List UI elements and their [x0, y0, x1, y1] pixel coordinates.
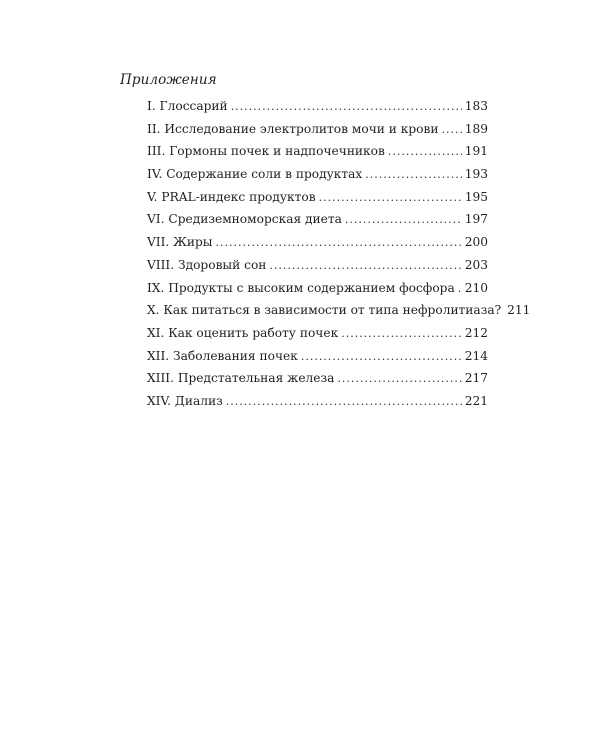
toc-entry-label: II. Исследование электролитов мочи и крови: [147, 121, 439, 136]
toc-entry-mediterranean-diet[interactable]: [147, 208, 488, 231]
toc-entry-page: 183: [464, 99, 488, 113]
dot-leader: [319, 187, 462, 210]
dot-leader: [365, 164, 461, 187]
dot-leader: [226, 391, 462, 414]
toc-entry-page: 211: [507, 303, 531, 318]
toc-entry-salt[interactable]: [147, 163, 488, 186]
dot-leader: [441, 119, 461, 142]
toc-entry-page: 193: [464, 167, 488, 182]
table-of-contents: [147, 95, 531, 413]
toc-entry-page: 212: [464, 325, 488, 340]
toc-entry-glossary[interactable]: [147, 95, 488, 118]
section-title: Приложения: [120, 72, 217, 88]
toc-entry-label: XII. Заболевания почек: [147, 348, 298, 363]
dot-leader: [345, 209, 462, 232]
toc-entry-healthy-sleep[interactable]: [147, 254, 488, 277]
toc-entry-pral[interactable]: [147, 186, 488, 209]
toc-entry-page: 197: [464, 212, 488, 227]
toc-entry-label: XIII. Предстательная железа: [147, 371, 335, 386]
toc-entry-label: VI. Средиземноморская диета: [147, 212, 342, 227]
dot-leader: [341, 323, 462, 346]
dot-leader: [269, 255, 461, 278]
dot-leader: [216, 232, 462, 255]
toc-entry-label: IV. Содержание соли в продуктах: [147, 167, 363, 182]
toc-entry-page: 214: [464, 348, 488, 363]
dot-leader: [301, 346, 462, 369]
toc-entry-prostate[interactable]: [147, 367, 488, 390]
toc-entry-label: III. Гормоны почек и надпочечников: [147, 144, 385, 159]
toc-entry-label: XI. Как оценить работу почек: [147, 325, 339, 340]
toc-entry-phosphorus-foods[interactable]: [147, 277, 488, 300]
dot-leader: [388, 141, 462, 164]
toc-entry-page: 217: [464, 371, 488, 386]
toc-entry-page: 203: [464, 257, 488, 272]
dot-leader: [231, 96, 462, 119]
toc-entry-label: IX. Продукты с высоким содержанием фосфора: [147, 280, 455, 295]
toc-entry-dialysis[interactable]: [147, 390, 488, 413]
dot-leader: [458, 278, 462, 301]
toc-entry-kidney-diseases[interactable]: [147, 345, 488, 368]
toc-entry-label: X. Как питаться в зависимости от типа нефролитиаза?: [147, 303, 502, 318]
toc-entry-page: 200: [464, 235, 488, 250]
toc-entry-electrolytes[interactable]: [147, 118, 488, 141]
toc-entry-label: I. Глоссарий: [147, 99, 228, 113]
toc-entry-hormones[interactable]: [147, 140, 488, 163]
toc-entry-label: VII. Жиры: [147, 235, 213, 250]
dot-leader: [337, 368, 461, 391]
toc-entry-kidney-function[interactable]: [147, 322, 488, 345]
toc-entry-label: XIV. Диализ: [147, 393, 223, 408]
toc-entry-page: 210: [464, 280, 488, 295]
toc-entry-page: 191: [464, 144, 488, 159]
toc-entry-nephrolithiasis-diet[interactable]: [147, 299, 531, 322]
toc-entry-page: 195: [464, 189, 488, 204]
toc-entry-label: V. PRAL-индекс продуктов: [147, 189, 316, 204]
toc-entry-page: 189: [464, 121, 488, 136]
toc-entry-page: 221: [464, 393, 488, 408]
toc-entry-fats[interactable]: [147, 231, 488, 254]
toc-entry-label: VIII. Здоровый сон: [147, 257, 267, 272]
